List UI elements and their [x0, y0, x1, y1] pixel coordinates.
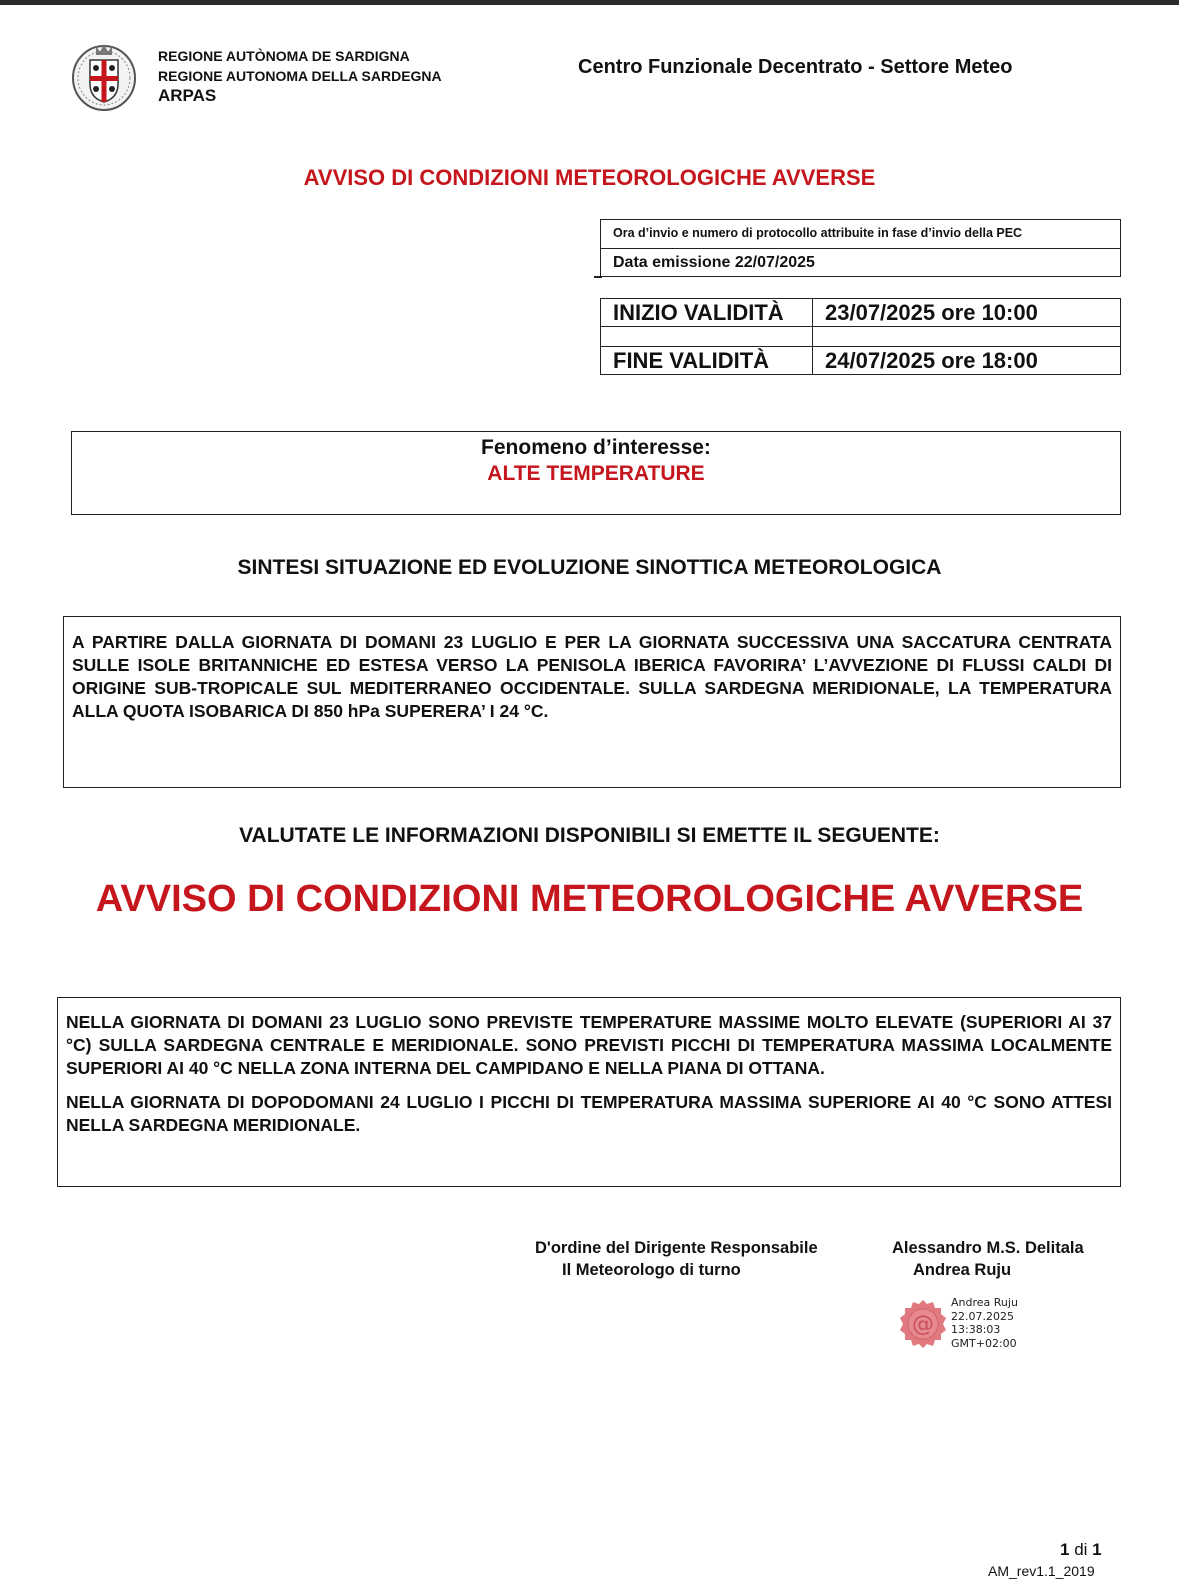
signature-name-2: Andrea Ruju	[913, 1261, 1012, 1279]
digital-seal-icon	[897, 1298, 949, 1350]
warning-box	[57, 997, 1121, 1187]
digital-stamp-text	[951, 1296, 1018, 1350]
validity-start-label: INIZIO VALIDITÀ	[601, 299, 813, 326]
phenomenon-value: ALTE TEMPERATURE	[487, 462, 705, 485]
svg-text:@: @	[912, 1312, 934, 1337]
pec-info-box	[600, 219, 1121, 277]
stamp-time: 13:38:03	[951, 1323, 1001, 1336]
synopsis-heading: SINTESI SITUAZIONE ED EVOLUZIONE SINOTTICA METEOROLOGICA	[237, 556, 942, 579]
sardinia-crest-icon	[70, 40, 138, 112]
document-revision: AM_rev1.1_2019	[988, 1563, 1095, 1579]
stamp-date: 22.07.2025	[951, 1309, 1014, 1323]
signature-role-2: Il Meteorologo di turno	[562, 1261, 741, 1279]
phenomenon-label: Fenomeno d’interesse:	[481, 436, 711, 459]
signature-names	[892, 1237, 1084, 1281]
stamp-timezone: GMT+02:00	[951, 1336, 1017, 1350]
synopsis-text: A PARTIRE DALLA GIORNATA DI DOMANI 23 LUGLIO E PER LA GIORNATA SUCCESSIVA UNA SACCATURA CENTRATA SULLE ISOLE BRITANNICHE ED ESTESA VERSO LA PENISOLA IBERICA FAVORIRA’ L’AVVEZIONE DI FLUSSI CALDI DI ORIGINE SUB-TROPICALE SUL MEDITERRANEO OCCIDENTALE. SULLA SARDEGNA MERIDIONALE, LA TEMPERATURA ALLA QUOTA ISOBARICA DI 850 hPa SUPERERA’ I 24 °C.	[72, 632, 1112, 721]
validity-end-label: FINE VALIDITÀ	[601, 347, 813, 374]
signature-roles	[535, 1237, 818, 1281]
signature-role-1: D'ordine del Dirigente Responsabile	[535, 1239, 818, 1257]
warning-paragraph-1: NELLA GIORNATA DI DOMANI 23 LUGLIO SONO PREVISTE TEMPERATURE MASSIME MOLTO ELEVATE (SUPERIORI AI 37 °C) SULLA SARDEGNA CENTRALE E MERIDIONALE. SONO PREVISTI PICCHI DI TEMPERATURA MASSIMA LOCALMENTE SUPERIORI AI 40 °C NELLA ZONA INTERNA DEL CAMPIDANO E NELLA PIANA DI OTTANA.	[66, 1012, 1112, 1078]
stamp-name: Andrea Ruju	[951, 1296, 1018, 1309]
warning-paragraph-2: NELLA GIORNATA DI DOPODOMANI 24 LUGLIO I PICCHI DI TEMPERATURA MASSIMA SUPERIORE AI 40 °C SONO ATTESI NELLA SARDEGNA MERIDIONALE.	[66, 1092, 1112, 1135]
pec-note: Ora d’invio e numero di protocollo attribuite in fase d’invio della PEC	[601, 220, 1120, 249]
evaluation-heading: VALUTATE LE INFORMAZIONI DISPONIBILI SI EMETTE IL SEGUENTE:	[239, 824, 940, 847]
warning-title: AVVISO DI CONDIZIONI METEOROLOGICHE AVVERSE	[95, 878, 1084, 920]
validity-end-value: 24/07/2025 ore 18:00	[825, 348, 1038, 373]
validity-start-value: 23/07/2025 ore 10:00	[825, 300, 1038, 325]
signature-name-1: Alessandro M.S. Delitala	[892, 1239, 1084, 1257]
org-name-italian: REGIONE AUTONOMA DELLA SARDEGNA	[158, 68, 442, 84]
validity-spacer-cell	[601, 327, 813, 346]
validity-table	[600, 298, 1121, 375]
divider	[594, 276, 602, 278]
page-separator: di	[1074, 1540, 1088, 1559]
document-title: AVVISO DI CONDIZIONI METEOROLOGICHE AVVERSE	[303, 165, 876, 190]
emission-date: Data emissione 22/07/2025	[613, 254, 815, 271]
org-name-arpas: ARPAS	[158, 86, 217, 105]
page-current: 1	[1060, 1540, 1070, 1559]
page-total: 1	[1092, 1540, 1102, 1559]
org-name-sardinian: REGIONE AUTÒNOMA DE SARDIGNA	[158, 48, 410, 64]
page-number	[1060, 1540, 1102, 1560]
top-border	[0, 0, 1179, 5]
center-title: Centro Funzionale Decentrato - Settore Meteo	[578, 56, 1013, 78]
phenomenon-box	[71, 431, 1121, 515]
synopsis-box	[63, 616, 1121, 788]
